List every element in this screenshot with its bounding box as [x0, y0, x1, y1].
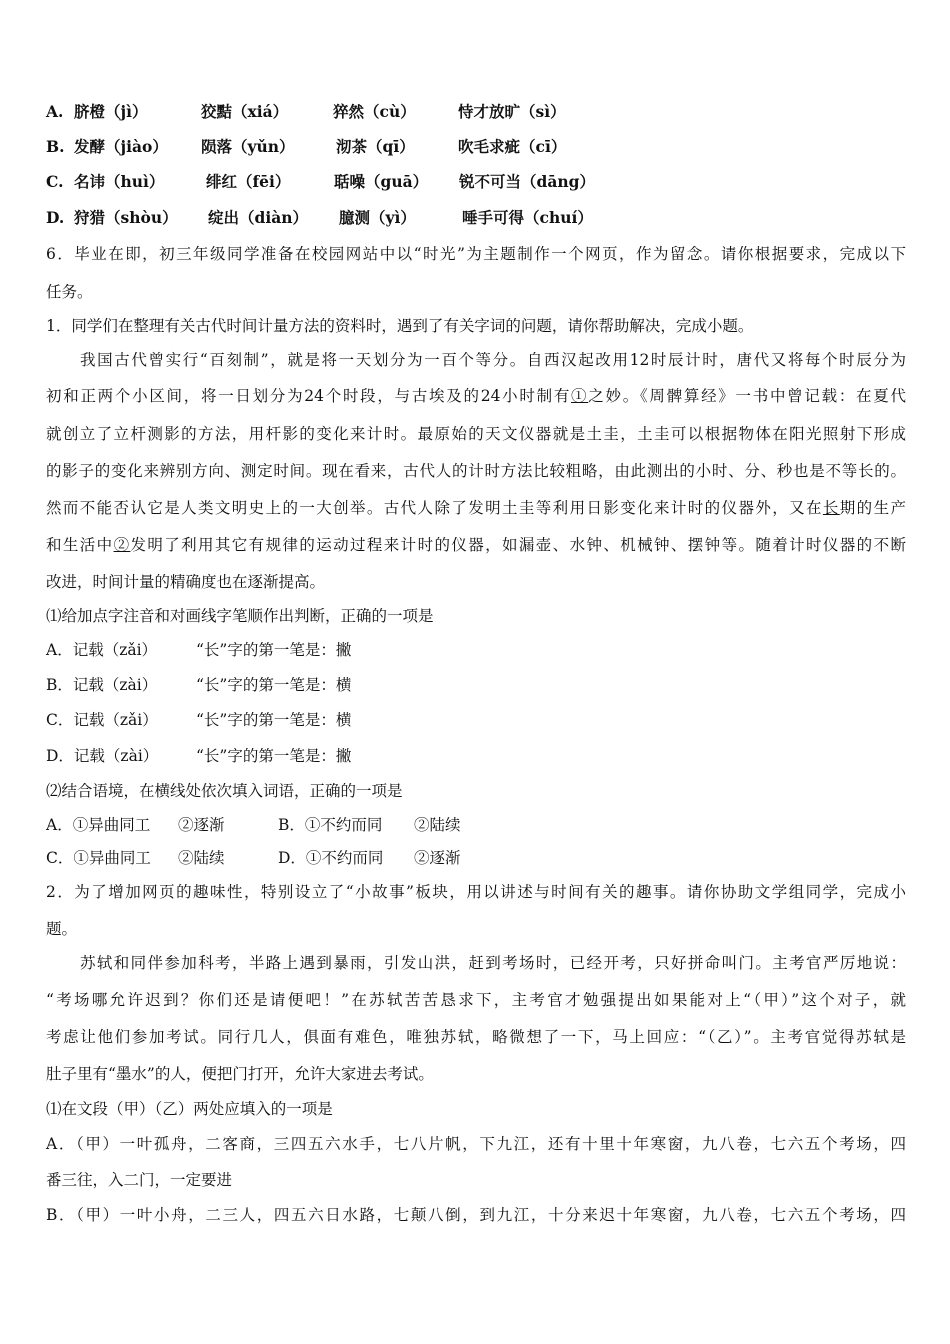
option-item: 发酵（jiào） — [74, 137, 168, 156]
passage-line — [46, 385, 906, 407]
option-word: B．①不约而同 — [278, 816, 383, 834]
passage-text: 然而不能否认它是人类文明史上的一大创举。古代人除了发明土圭等利用日影变化来计时的仪器外，又在 — [46, 499, 823, 517]
blank-1: ① — [571, 387, 589, 405]
option-word: C．①异曲同工 — [46, 849, 151, 867]
option-stroke: “长”字的第一笔是：撇 — [196, 747, 352, 765]
q6-stem-line: 6．毕业在即，初三年级同学准备在校园网站中以“时光”为主题制作一个网页，作为留念。请你根据要求，完成以下 — [46, 245, 906, 263]
passage-line: 我国古代曾实行“百刻制”，就是将一天划分为一百个等分。自西汉起改用12时辰计时，唐代又将每个时辰分为 — [80, 351, 906, 369]
option-letter: B. — [46, 137, 65, 156]
passage-text: 期的生产 — [839, 499, 906, 517]
q6-stem-line: 任务。 — [46, 283, 93, 301]
option-item: 吹毛求疵（cī） — [458, 137, 567, 156]
option-letter: D. — [46, 208, 65, 227]
sub1-q1-stem: ⑴给加点字注音和对画线字笔顺作出判断，正确的一项是 — [46, 607, 434, 625]
passage-line: 就创立了立杆测影的方法，用杆影的变化来计时。最原始的天文仪器就是土圭，土圭可以根据物体在阳光照射下形成 — [46, 425, 906, 443]
sub2-q1-option: A．（甲）一叶孤舟，二客商，三四五六水手，七八片帆，下九江，还有十里十年寒窗，九八卷，七六五个考场，四 — [46, 1135, 906, 1153]
passage-line: 的影子的变化来辨别方向、测定时间。现在看来，古代人的计时方法比较粗略，由此测出的小时、分、秒也是不等长的。 — [46, 462, 906, 480]
blank-2: ② — [113, 536, 131, 554]
story-line: 考虑让他们参加考试。同行几人，俱面有难色，唯独苏轼，略微想了一下，马上回应：“（乙）”。主考官觉得苏轼是 — [46, 1028, 906, 1046]
sub2-title: 题。 — [46, 920, 78, 938]
passage-line — [46, 534, 906, 556]
passage-line: 改进，时间计量的精确度也在逐渐提高。 — [46, 573, 326, 591]
option-stroke: “长”字的第一笔是：撇 — [196, 641, 352, 659]
option-stroke: “长”字的第一笔是：横 — [196, 676, 352, 694]
story-line: 苏轼和同伴参加科考，半路上遇到暴雨，引发山洪，赶到考场时，已经开考，只好拼命叫门。主考官严厉地说： — [80, 954, 906, 972]
option-word: D．①不约而同 — [278, 849, 384, 867]
sub2-q1-stem: ⑴在文段（甲）（乙）两处应填入的一项是 — [46, 1100, 333, 1118]
option-item: 沏茶（qī） — [336, 137, 415, 156]
option-pinyin: D．记载（zài） — [46, 747, 159, 765]
sub2-title: 2．为了增加网页的趣味性，特别设立了“小故事”板块，用以讲述与时间有关的趣事。请你协助文学组同学，完成小 — [46, 883, 906, 901]
option-word: ②逐渐 — [178, 816, 225, 834]
option-item: 绽出（diàn） — [208, 208, 309, 227]
option-item: 绯红（fēi） — [206, 172, 291, 191]
sub2-q1-option: B．（甲）一叶小舟，二三人，四五六日水路，七颠八倒，到九江，十分来迟十年寒窗，九八卷，七六五个考场，四 — [46, 1206, 906, 1224]
story-line: 肚子里有“墨水”的人，便把门打开，允许大家进去考试。 — [46, 1065, 434, 1083]
option-item: 聒噪（guā） — [334, 172, 429, 191]
option-word: ②陆续 — [178, 849, 225, 867]
option-item: 猝然（cù） — [333, 102, 416, 121]
passage-text: 初和正两个小区间，将一日划分为24个时段，与古埃及的24小时制有 — [46, 387, 572, 405]
sub2-q1-option: 番三往，入二门，一定要进 — [46, 1171, 233, 1189]
option-item: 狩猎（shòu） — [74, 208, 178, 227]
option-item: 狡黠（xiá） — [201, 102, 289, 121]
option-pinyin: A．记载（zǎi） — [46, 641, 158, 659]
underlined-char: 长 — [822, 499, 840, 517]
option-pinyin: B．记载（zài） — [46, 676, 158, 694]
option-letter: A. — [46, 102, 64, 121]
option-item: 名讳（huì） — [74, 172, 165, 191]
passage-text: 之妙。《周髀算经》一书中曾记载：在夏代 — [588, 387, 906, 405]
passage-text: 发明了利用其它有规律的运动过程来计时的仪器，如漏壶、水钟、机械钟、摆钟等。随着计时仪器的不断 — [130, 536, 906, 554]
option-pinyin: C．记载（zǎi） — [46, 711, 158, 729]
option-item: 恃才放旷（sì） — [458, 102, 566, 121]
option-item: 锐不可当（dāng） — [459, 172, 595, 191]
story-line: “考场哪允许迟到？你们还是请便吧！”在苏轼苦苦恳求下，主考官才勉强提出如果能对上“（甲）”这个对子，就 — [46, 991, 906, 1009]
passage-line — [46, 497, 906, 519]
passage-text: 和生活中 — [46, 536, 114, 554]
option-item: 脐橙（jì） — [74, 102, 148, 121]
sub1-q2-stem: ⑵结合语境，在横线处依次填入词语，正确的一项是 — [46, 782, 403, 800]
option-word: A．①异曲同工 — [46, 816, 151, 834]
option-word: ②陆续 — [414, 816, 461, 834]
option-item: 臆测（yì） — [339, 208, 416, 227]
option-item: 陨落（yǔn） — [201, 137, 295, 156]
sub1-title: 1．同学们在整理有关古代时间计量方法的资料时，遇到了有关字词的问题，请你帮助解决，完成小题。 — [46, 317, 754, 335]
option-letter: C. — [46, 172, 64, 191]
option-word: ②逐渐 — [414, 849, 461, 867]
option-stroke: “长”字的第一笔是：横 — [196, 711, 352, 729]
option-item: 唾手可得（chuí） — [462, 208, 593, 227]
